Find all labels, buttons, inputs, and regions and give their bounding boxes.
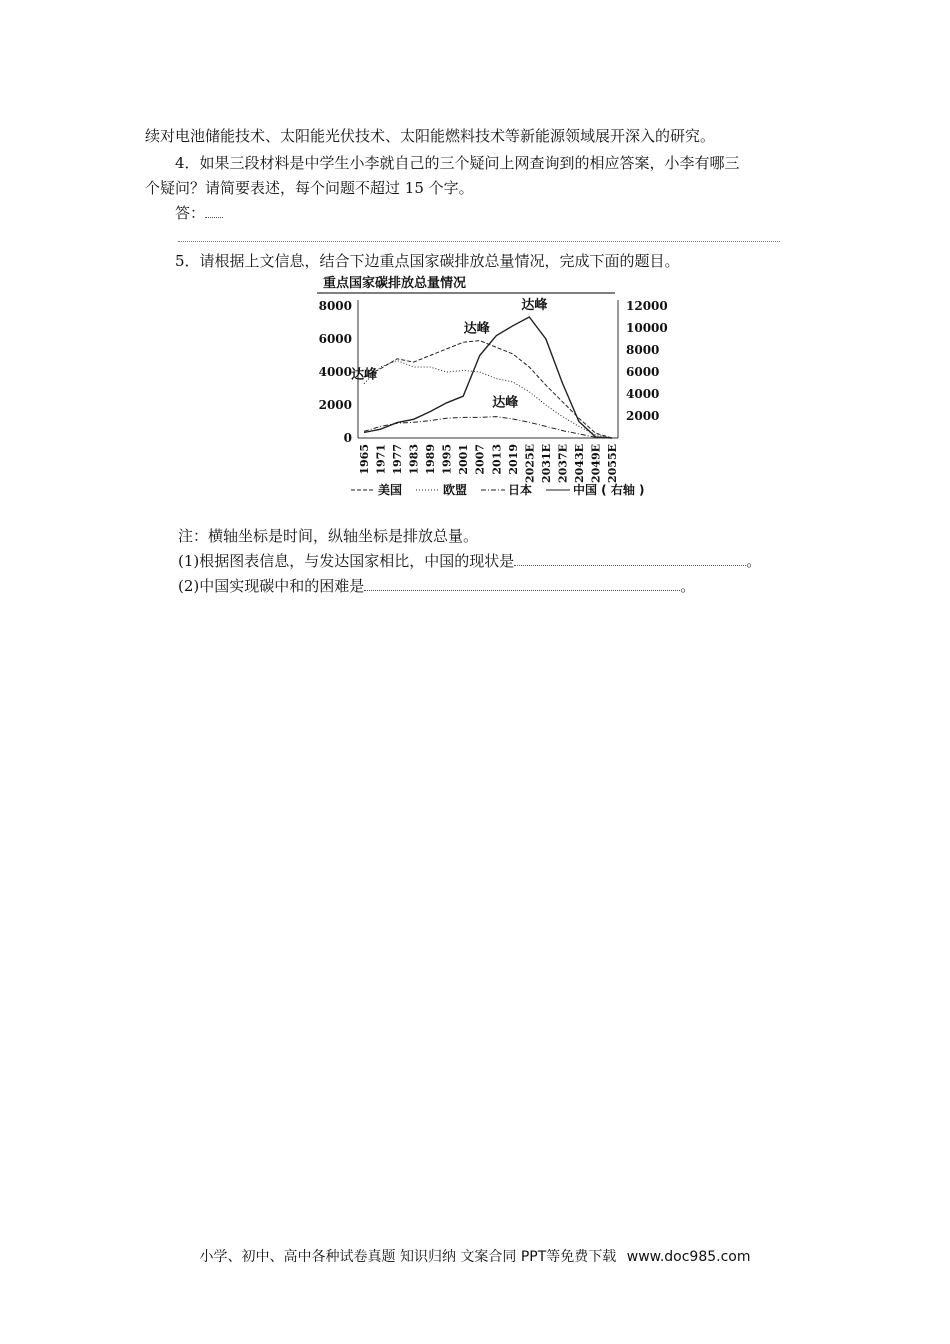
right-tick-label: 2000: [626, 409, 660, 423]
chart-title: 重点国家碳排放总量情况: [323, 276, 467, 291]
series-line-dotted: [364, 361, 612, 439]
answer-rule[interactable]: [178, 241, 780, 242]
x-tick-label: 1971: [374, 444, 388, 475]
right-tick-label: 12000: [626, 299, 668, 313]
x-tick-label: 1989: [424, 444, 438, 475]
sub-question-1: [178, 551, 761, 571]
left-tick-label: 2000: [318, 398, 352, 412]
peak-annotation: 达峰: [463, 321, 490, 337]
right-tick-label: 4000: [626, 387, 660, 401]
legend-label: 日本: [508, 483, 533, 497]
x-tick-label: 2037E: [556, 444, 570, 483]
question-4-line-1: 4．如果三段材料是中学生小李就自己的三个疑问上网查询到的相应答案，小李有哪三: [175, 154, 740, 172]
chart-note: 注：横轴坐标是时间，纵轴坐标是排放总量。: [178, 527, 479, 545]
legend-label: 美国: [378, 483, 403, 497]
question-4-line-2: 个疑问？请简要表述，每个问题不超过 15 个字。: [145, 179, 474, 197]
x-tick-label: 2055E: [606, 444, 619, 483]
x-tick-label: 1983: [407, 444, 421, 475]
x-tick-label: 2019: [506, 444, 520, 475]
right-tick-label: 10000: [626, 321, 668, 335]
peak-annotation: 达峰: [492, 395, 519, 411]
answer-blank[interactable]: [205, 203, 223, 218]
sub-question-1-text: (1)根据图表信息，与发达国家相比，中国的现状是: [178, 552, 515, 570]
sub-question-2: [178, 576, 695, 596]
right-tick-label: 8000: [626, 343, 660, 357]
x-tick-label: 2007: [473, 444, 487, 475]
peak-annotation: 达峰: [521, 298, 548, 313]
legend-label: 中国 ( 右轴 ): [573, 483, 645, 497]
x-tick-label: 1995: [440, 444, 454, 475]
left-tick-label: 0: [343, 431, 352, 445]
footer-text: 小学、初中、高中各种试卷真题 知识归纳 文案合同 PPT等免费下载: [199, 1249, 617, 1265]
left-tick-label: 8000: [318, 299, 352, 313]
sub-question-2-text: (2)中国实现碳中和的困难是: [178, 577, 365, 595]
paragraph-continuation: 续对电池储能技术、太阳能光伏技术、太阳能燃料技术等新能源领域展开深入的研究。: [145, 127, 716, 145]
question-5: 5．请根据上文信息，结合下边重点国家碳排放总量情况，完成下面的题目。: [175, 252, 680, 270]
sub-question-1-blank[interactable]: [514, 551, 746, 566]
sub-question-1-end: 。: [746, 552, 762, 570]
left-tick-label: 4000: [318, 365, 352, 379]
x-tick-label: 1977: [391, 444, 405, 475]
page-footer: [0, 1246, 950, 1266]
sub-question-2-blank[interactable]: [364, 576, 680, 591]
emissions-chart: [313, 272, 668, 504]
x-tick-label: 2013: [490, 444, 504, 475]
x-tick-label: 2043E: [572, 444, 586, 483]
series-line-dashed: [364, 341, 612, 438]
x-tick-label: 2031E: [539, 444, 553, 483]
x-tick-label: 2025E: [523, 444, 537, 483]
x-tick-label: 2001: [457, 444, 471, 475]
series-line-dashdot: [364, 417, 612, 438]
left-tick-label: 6000: [318, 332, 352, 346]
x-tick-label: 2049E: [589, 444, 603, 483]
legend-label: 欧盟: [443, 483, 468, 497]
x-tick-label: 1965: [358, 444, 371, 475]
sub-question-2-end: 。: [680, 577, 696, 595]
answer-label: 答：: [175, 204, 206, 222]
footer-website[interactable]: www.doc985.com: [626, 1249, 751, 1265]
right-tick-label: 6000: [626, 365, 660, 379]
chart-legend: [351, 482, 645, 497]
peak-annotation: 达峰: [351, 367, 378, 383]
answer-line: [175, 203, 223, 223]
